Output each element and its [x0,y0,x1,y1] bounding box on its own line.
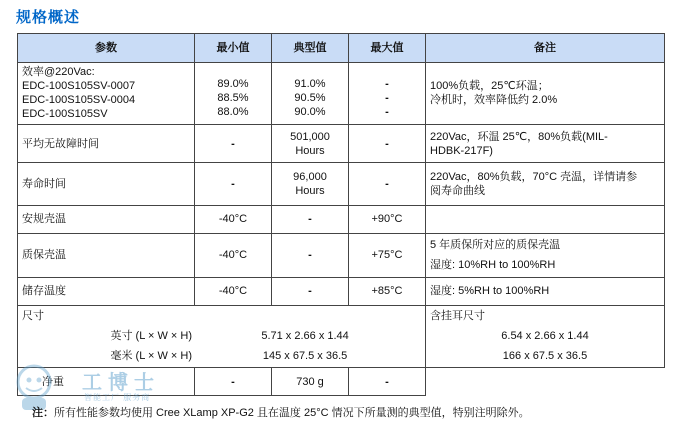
lifetime-typ: 96,000 Hours [272,163,349,205]
efficiency-max: - - - [349,62,426,125]
dimensions-mm-label: 毫米 (L × W × H) [110,349,192,362]
storage-temp-max: +85°C [349,278,426,306]
warranty-case-temp-notes: 5 年质保所对应的质保壳温 湿度: 10%RH to 100%RH [426,233,665,278]
header-max: 最大值 [349,34,426,63]
table-row-lifetime [18,163,665,205]
table-row-safety-case-temp [18,205,665,233]
safety-case-temp-min: -40°C [195,205,272,233]
dimensions-param: 尺寸 [22,309,44,322]
weight-max: - [349,368,426,396]
dimensions-inch-line [22,329,421,343]
safety-case-temp-max: +90°C [349,205,426,233]
header-typ: 典型值 [272,34,349,63]
warranty-case-temp-min: -40°C [195,233,272,278]
watermark-tagline: 智能工厂 服务商 [84,393,151,402]
efficiency-notes: 100%负载，25℃环温； 冷机时，效率降低约 2.0% [426,62,665,125]
dimensions-inch-value: 5.71 x 2.66 x 1.44 [261,329,349,342]
dimensions-note-title: 含挂耳尺寸 [430,309,485,322]
mtbf-max: - [349,125,426,163]
footnote-text: 所有性能参数均使用 Cree XLamp XP-G2 且在温度 25°C 情况下所量测的典型值，特别注明除外。 [54,407,530,419]
storage-temp-typ: - [272,278,349,306]
table-header-row [18,34,665,63]
safety-case-temp-notes [426,205,665,233]
storage-temp-min: -40°C [195,278,272,306]
section-title: 规格概述 [16,9,81,26]
header-min: 最小值 [195,34,272,63]
weight-notes [426,368,665,396]
table-row-efficiency [18,62,665,125]
safety-case-temp-typ: - [272,205,349,233]
lifetime-param: 寿命时间 [18,163,195,205]
table-row-warranty-case-temp [18,233,665,278]
weight-param: 净重 [18,368,195,396]
spec-table [17,33,665,396]
efficiency-typ: 91.0% 90.5% 90.0% [272,62,349,125]
warranty-case-temp-max: +75°C [349,233,426,278]
lifetime-notes: 220Vac，80%负载，70°C 壳温，详情请参 阅寿命曲线 [426,163,665,205]
warranty-case-temp-param: 质保壳温 [18,233,195,278]
header-param: 参数 [18,34,195,63]
weight-min: - [195,368,272,396]
storage-temp-notes: 湿度: 5%RH to 100%RH [426,278,665,306]
watermark-name: 工博士 [82,372,160,394]
mtbf-notes: 220Vac，环温 25℃，80%负载(MIL- HDBK-217F) [426,125,665,163]
warranty-case-temp-typ: - [272,233,349,278]
table-row-mtbf [18,125,665,163]
table-row-storage-temp [18,278,665,306]
safety-case-temp-param: 安规壳温 [18,205,195,233]
dimensions-notes [426,305,665,368]
weight-typ: 730 g [272,368,349,396]
mtbf-param: 平均无故障时间 [18,125,195,163]
dimensions-note-inch: 6.54 x 2.66 x 1.44 [501,329,589,342]
dimensions-inch-label: 英寸 (L × W × H) [110,329,192,342]
storage-temp-param: 储存温度 [18,278,195,306]
footnote [32,404,530,420]
mtbf-typ: 501,000 Hours [272,125,349,163]
dimensions-mm-value: 145 x 67.5 x 36.5 [262,349,348,362]
efficiency-param: 效率@220Vac: EDC-100S105SV-0007 EDC-100S105SV-0004 EDC-100S105SV [18,62,195,125]
footnote-label: 注： [32,407,54,419]
lifetime-min: - [195,163,272,205]
dimensions-note-mm: 166 x 67.5 x 36.5 [502,349,588,362]
lifetime-max: - [349,163,426,205]
mtbf-min: - [195,125,272,163]
header-notes: 备注 [426,34,665,63]
efficiency-min: 89.0% 88.5% 88.0% [195,62,272,125]
